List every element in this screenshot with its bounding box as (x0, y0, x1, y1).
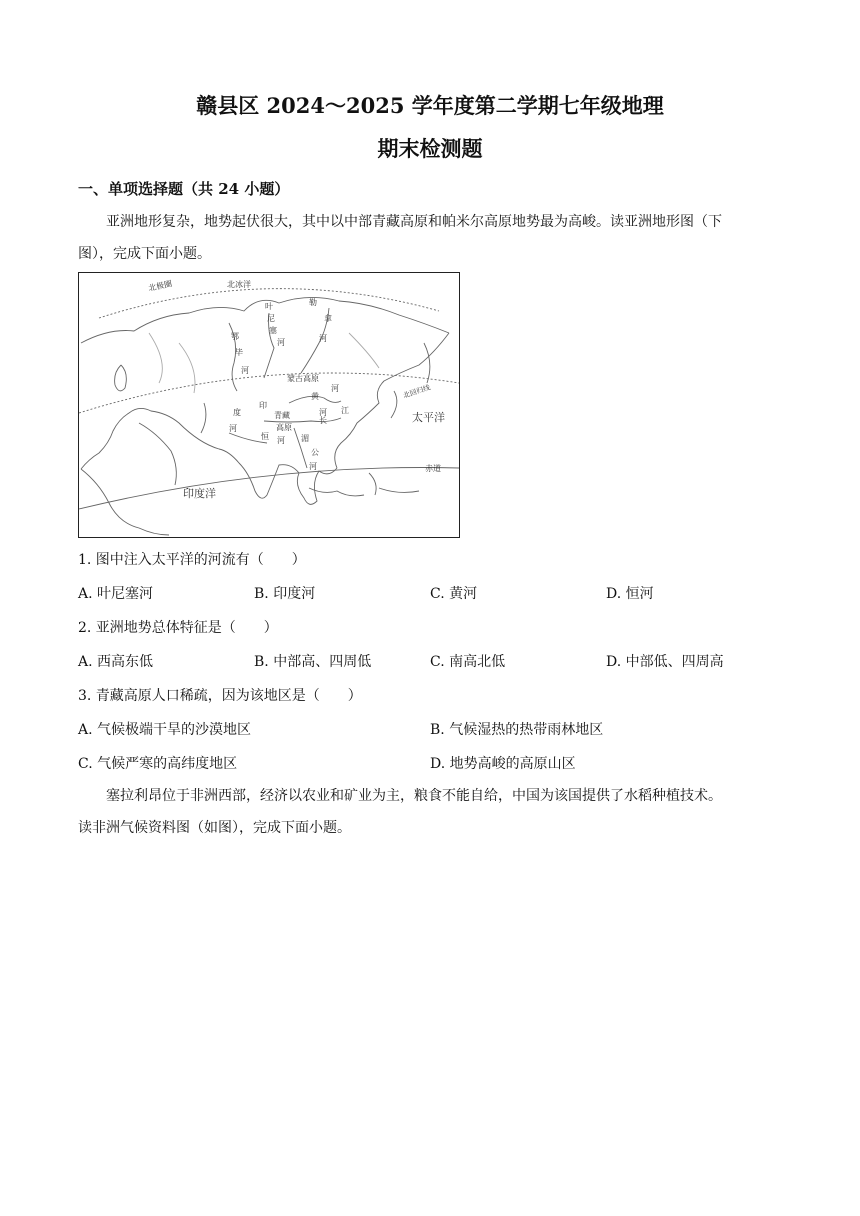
question-2-stem: 2. 亚洲地势总体特征是（ ） (78, 620, 278, 636)
label-equator: 赤道 (425, 464, 441, 473)
label-pacific: 太平洋 (412, 411, 445, 424)
asia-terrain-map (78, 272, 460, 538)
label-tropic: 北回归线 (402, 383, 432, 400)
intro-2-line-2: 读非洲气候资料图（如图），完成下面小题。 (78, 820, 351, 836)
question-1-option-c: C. 黄河 (430, 586, 478, 602)
label-lena-1: 勒 (309, 298, 317, 307)
label-yellow-2: 河 (319, 408, 327, 417)
label-ganges-1: 恒 (261, 432, 269, 441)
label-lena-3: 河 (319, 334, 327, 343)
label-indus-3: 河 (229, 424, 237, 433)
question-2-option-a: A. 西高东低 (78, 654, 154, 670)
intro-1-line-1: 亚洲地形复杂，地势起伏很大，其中以中部青藏高原和帕米尔高原地势最为高峻。读亚洲地形图（下 (106, 214, 722, 230)
label-yellow-1: 黄 (311, 392, 319, 401)
label-yenisei-3: 塞 (269, 326, 277, 335)
label-mekong-2: 公 (311, 448, 319, 457)
label-ob-2: 毕 (235, 348, 243, 357)
section-heading: 一、单项选择题（共 24 小题） (78, 180, 290, 198)
label-yenisei-1: 叶 (265, 302, 273, 311)
label-ob-1: 鄂 (231, 332, 239, 341)
map-drawing (79, 273, 459, 537)
document-subtitle: 期末检测题 (377, 136, 483, 161)
label-indian-ocean: 印度洋 (183, 487, 216, 500)
label-indus-2: 度 (233, 408, 241, 417)
question-3-option-b: B. 气候湿热的热带雨林地区 (430, 722, 604, 738)
label-yangtze-1: 长 (319, 416, 327, 425)
label-yenisei-2: 尼 (267, 314, 275, 323)
question-3-option-c: C. 气候严寒的高纬度地区 (78, 756, 238, 772)
label-ganges-2: 河 (277, 436, 285, 445)
label-yenisei-4: 河 (277, 338, 285, 347)
label-ob-3: 河 (241, 366, 249, 375)
question-1-option-d: D. 恒河 (606, 586, 654, 602)
intro-paragraph-1 (78, 206, 778, 270)
equator-line (79, 468, 459, 509)
intro-2-line-1: 塞拉利昂位于非洲西部，经济以农业和矿业为主，粮食不能自给，中国为该国提供了水稻种植技术。 (106, 788, 722, 804)
question-2-option-d: D. 中部低、四周高 (606, 654, 724, 670)
question-3-option-d: D. 地势高峻的高原山区 (430, 756, 576, 772)
question-2-option-c: C. 南高北低 (430, 654, 506, 670)
label-indus-1: 印 (259, 401, 267, 410)
intro-1-line-2: 图），完成下面小题。 (78, 246, 211, 262)
label-mekong-1: 湄 (301, 434, 309, 443)
label-arctic-ocean: 北冰洋 (227, 280, 251, 289)
label-mekong-3: 河 (309, 462, 317, 471)
document-title: 赣县区 2024～2025 学年度第二学期七年级地理 (196, 93, 664, 118)
question-3-option-a: A. 气候极端干旱的沙漠地区 (78, 722, 252, 738)
label-mongolian-plateau: 蒙古高原 (287, 374, 319, 383)
question-2-option-b: B. 中部高、四周低 (254, 654, 372, 670)
intro-paragraph-2 (78, 780, 778, 844)
label-lena-2: 拿 (324, 314, 332, 323)
question-3-stem: 3. 青藏高原人口稀疏，因为该地区是（ ） (78, 688, 362, 704)
question-1-stem: 1. 图中注入太平洋的河流有（ ） (78, 552, 306, 568)
label-river-he: 河 (331, 384, 339, 393)
question-1-option-a: A. 叶尼塞河 (78, 586, 154, 602)
question-1-option-b: B. 印度河 (254, 586, 316, 602)
label-tibet-1: 青藏 (274, 411, 290, 420)
indus-river (201, 403, 206, 433)
label-arctic-circle: 北极圈 (147, 279, 173, 293)
label-yangtze-2: 江 (341, 406, 349, 415)
label-tibet-2: 高原 (276, 423, 292, 432)
